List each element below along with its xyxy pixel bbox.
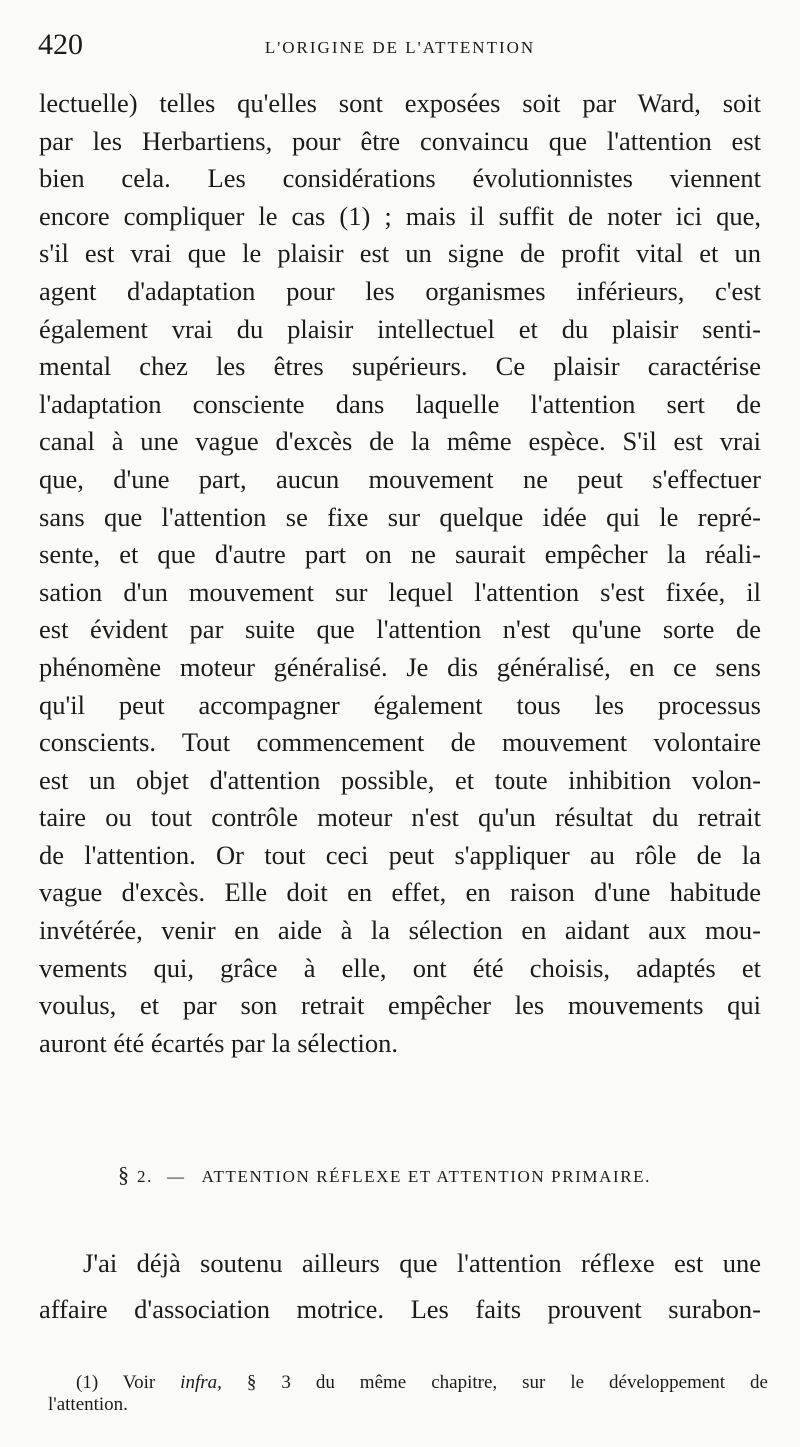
footnote-italic: infra, (180, 1372, 222, 1393)
text-line: canal à une vague d'excès de la même espèce. S'il est vrai (39, 426, 761, 457)
text-line: sans que l'attention se fixe sur quelque idée qui le repré- (39, 501, 761, 532)
running-head: L'ORIGINE DE L'ATTENTION (264, 38, 536, 57)
text-line: mental chez les êtres supérieurs. Ce plaisir caractérise (39, 351, 761, 382)
text-line: affaire d'association motrice. Les faits prouvent surabon- (39, 1294, 761, 1324)
footnote-line (48, 1372, 768, 1394)
page-number: 420 (38, 28, 83, 61)
footnote (48, 1372, 768, 1416)
text-line: lectuelle) telles qu'elles sont exposées soit par Ward, soit (39, 88, 761, 118)
text-line: vements qui, grâce à elle, ont été choisis, adaptés et (39, 952, 761, 983)
text-line: phénomène moteur généralisé. Je dis généralisé, en ce sens (39, 651, 761, 682)
text-line: de l'attention. Or tout ceci peut s'appliquer au rôle de la (39, 839, 761, 870)
text-line: taire ou tout contrôle moteur n'est qu'un résultat du retrait (39, 802, 761, 833)
text-line: auront été écartés par la sélection. (39, 1027, 399, 1058)
section-number: 2. (137, 1167, 153, 1186)
text-line: vague d'excès. Elle doit en effet, en raison d'une habitude (39, 877, 761, 908)
text-line: encore compliquer le cas (1) ; mais il suffit de noter ici que, (39, 200, 761, 231)
footnote-marker: (1) (76, 1372, 99, 1393)
section-dash: — (166, 1167, 186, 1186)
text-line: sation d'un mouvement sur lequel l'attention s'est fixée, il (39, 576, 761, 607)
text-line: qu'il peut accompagner également tous les processus (39, 689, 761, 720)
text-line: est évident par suite que l'attention n'est qu'une sorte de (39, 614, 761, 645)
text-line: bien cela. Les considérations évolutionnistes viennent (39, 163, 761, 194)
section-title: ATTENTION RÉFLEXE ET ATTENTION PRIMAIRE. (201, 1167, 652, 1186)
text-line: par les Herbartiens, pour être convaincu que l'attention est (39, 125, 761, 156)
text-line: que, d'une part, aucun mouvement ne peut s'effectuer (39, 463, 761, 494)
text-line: conscients. Tout commencement de mouvement volontaire (39, 727, 761, 758)
text-line: également vrai du plaisir intellectuel et du plaisir senti- (39, 313, 761, 344)
body-text (39, 85, 761, 1062)
text-line: s'il est vrai que le plaisir est un signe de profit vital et un (39, 238, 761, 269)
text-line: voulus, et par son retrait empêcher les mouvements qui (39, 990, 761, 1021)
section-heading (118, 1162, 728, 1188)
text-line: J'ai déjà soutenu ailleurs que l'attention réflexe est une (83, 1248, 761, 1278)
text-line: agent d'adaptation pour les organismes inférieurs, c'est (39, 275, 761, 306)
footnote-line: l'attention. (48, 1394, 128, 1415)
footnote-text: § 3 du même chapitre, sur le développement de (246, 1372, 768, 1393)
text-line: l'adaptation consciente dans laquelle l'attention sert de (39, 388, 761, 419)
text-line: invétérée, venir en aide à la sélection en aidant aux mou- (39, 915, 761, 946)
section-text (39, 1240, 761, 1332)
text-line: est un objet d'attention possible, et toute inhibition volon- (39, 764, 761, 795)
footnote-text: Voir (122, 1372, 156, 1393)
section-symbol: § (118, 1162, 129, 1187)
text-line: sente, et que d'autre part on ne saurait empêcher la réali- (39, 539, 761, 570)
